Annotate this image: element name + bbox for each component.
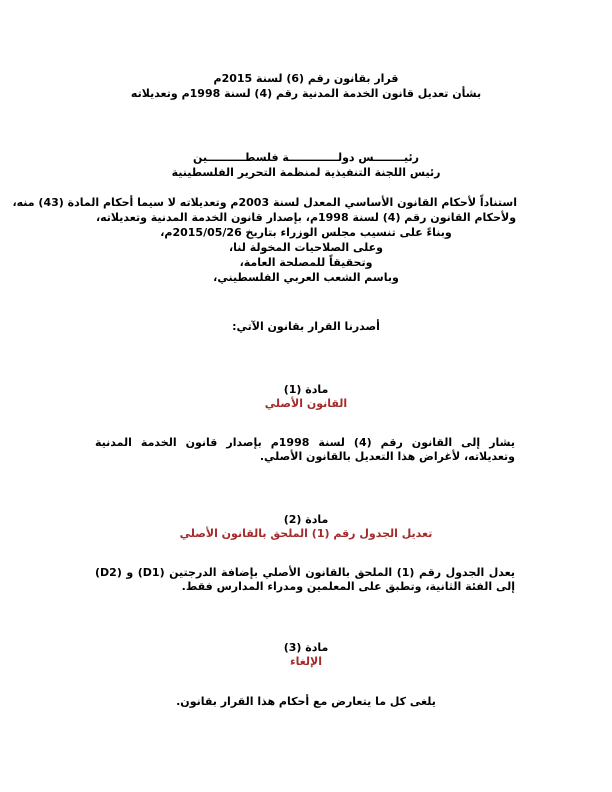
article-text: يشار إلى القانون رقم (4) لسنة 1998م بإصدار قانون الخدمة المدنية وتعديلاته، لأغراض هذا التعديل بالقانون الأصلي.: [95, 436, 515, 463]
preamble-line: استناداً لأحكام القانون الأساسي المعدل لسنة 2003م وتعديلاته لا سيما أحكام المادة (43) منه،: [12, 196, 517, 209]
article-text: يلغى كل ما يتعارض مع أحكام هذا القرار بقانون.: [176, 695, 436, 708]
president-title: رئيــــــــس دولـــــــــــــة فلسطــــــــــين: [193, 151, 419, 164]
issuance-statement: أصدرنا القرار بقانون الآتي:: [232, 320, 380, 333]
preamble-line: وباسم الشعب العربي الفلسطيني،: [213, 271, 399, 284]
article-number: مادة (2): [283, 513, 329, 526]
preamble-line: وتحقيقاً للمصلحة العامة،: [239, 256, 373, 269]
article-title: تعديل الجدول رقم (1) الملحق بالقانون الأصلي: [179, 527, 433, 540]
article-title: القانون الأصلي: [264, 397, 348, 410]
decree-subtitle: بشأن تعديل قانون الخدمة المدنية رقم (4) لسنة 1998م وتعديلاته: [130, 87, 482, 100]
article-number: مادة (1): [283, 383, 329, 396]
article-text: يعدل الجدول رقم (1) الملحق بالقانون الأصلي بإضافة الدرجتين (D1) و (D2) إلى الفئة الثانية، وتطبق على المعلمين ومدراء المدارس فقط.: [95, 566, 515, 593]
preamble-line: ولأحكام القانون رقم (4) لسنة 1998م، بإصدار قانون الخدمة المدنية وتعديلاته،: [95, 211, 517, 224]
article-title: الإلغاء: [289, 655, 323, 668]
preamble-line: وعلى الصلاحيات المخولة لنا،: [229, 241, 383, 254]
plo-title: رئيس اللجنة التنفيذية لمنظمة التحرير الفلسطينية: [171, 166, 441, 179]
article-number: مادة (3): [283, 641, 329, 654]
preamble-line: وبناءً على تنسيب مجلس الوزراء بتاريخ 2015/05/26م،: [160, 226, 452, 239]
decree-title: قرار بقانون رقم (6) لسنة 2015م: [213, 72, 399, 85]
